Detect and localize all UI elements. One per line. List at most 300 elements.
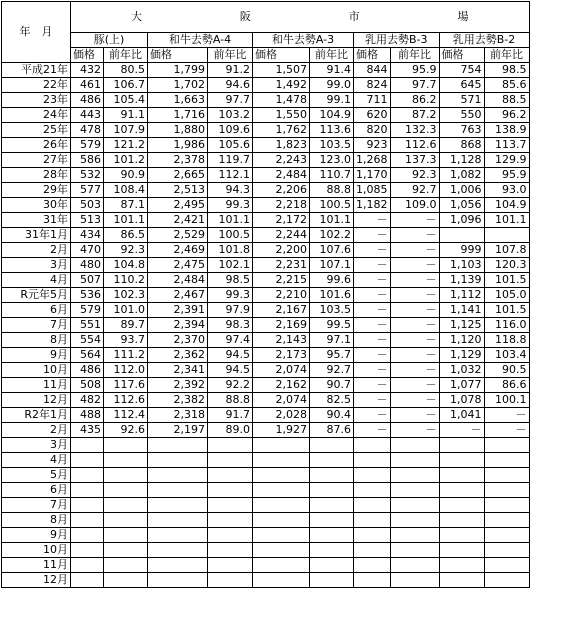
row-label: 2月 <box>2 423 71 438</box>
price-cell: － <box>354 273 391 288</box>
price-cell <box>71 543 104 558</box>
yoy-cell <box>310 483 354 498</box>
price-cell: 1,096 <box>439 213 484 228</box>
price-cell <box>354 468 391 483</box>
price-cell <box>439 483 484 498</box>
price-cell <box>71 558 104 573</box>
price-cell <box>354 438 391 453</box>
yoy-cell: 104.9 <box>484 198 529 213</box>
yoy-cell <box>484 543 529 558</box>
yoy-cell: 112.4 <box>104 408 148 423</box>
price-cell <box>148 468 208 483</box>
yoy-cell: 87.6 <box>310 423 354 438</box>
yoy-cell <box>310 558 354 573</box>
yoy-cell: 86.5 <box>104 228 148 243</box>
yoy-cell <box>390 498 439 513</box>
price-cell: 1,041 <box>439 408 484 423</box>
table-row <box>2 438 530 453</box>
row-label: 31年 <box>2 213 71 228</box>
table-row <box>2 243 530 258</box>
category-header: 和牛去勢A-4 <box>148 33 253 48</box>
price-cell: － <box>354 318 391 333</box>
table-row <box>2 348 530 363</box>
price-cell: 2,495 <box>148 198 208 213</box>
price-cell: 1,550 <box>253 108 310 123</box>
price-cell <box>71 453 104 468</box>
yoy-cell: － <box>390 378 439 393</box>
price-cell: 482 <box>71 393 104 408</box>
yoy-cell <box>484 558 529 573</box>
price-cell: 999 <box>439 243 484 258</box>
yoy-cell: － <box>390 408 439 423</box>
row-label: 平成21年 <box>2 63 71 78</box>
yoy-cell: 86.6 <box>484 378 529 393</box>
yoy-cell: － <box>390 333 439 348</box>
yoy-cell: 88.8 <box>208 393 253 408</box>
row-label: 29年 <box>2 183 71 198</box>
yoy-cell: 109.6 <box>208 123 253 138</box>
price-cell: 1,006 <box>439 183 484 198</box>
row-label: 11月 <box>2 378 71 393</box>
price-cell: 1,716 <box>148 108 208 123</box>
price-cell <box>148 528 208 543</box>
year-month-header: 年 月 <box>2 2 71 63</box>
yoy-cell <box>310 438 354 453</box>
yoy-cell: 101.1 <box>104 213 148 228</box>
price-cell <box>354 483 391 498</box>
yoy-cell: 132.3 <box>390 123 439 138</box>
yoy-cell <box>310 528 354 543</box>
price-cell <box>253 498 310 513</box>
price-cell: 1,799 <box>148 63 208 78</box>
yoy-cell: 99.5 <box>310 318 354 333</box>
yoy-cell: 101.0 <box>104 303 148 318</box>
price-cell <box>439 453 484 468</box>
price-cell <box>148 453 208 468</box>
price-cell: － <box>354 303 391 318</box>
yoy-cell: 98.3 <box>208 318 253 333</box>
price-cell: 507 <box>71 273 104 288</box>
price-cell: 1,702 <box>148 78 208 93</box>
table-row <box>2 528 530 543</box>
yoy-cell: 97.4 <box>208 333 253 348</box>
yoy-header: 前年比 <box>310 48 354 63</box>
category-header: 豚(上) <box>71 33 148 48</box>
price-cell: 1,182 <box>354 198 391 213</box>
price-cell: 645 <box>439 78 484 93</box>
price-cell: 2,467 <box>148 288 208 303</box>
price-cell: 480 <box>71 258 104 273</box>
category-header: 乳用去勢B-2 <box>439 33 529 48</box>
yoy-cell: 101.5 <box>484 303 529 318</box>
table-row <box>2 213 530 228</box>
yoy-cell: 101.1 <box>208 213 253 228</box>
price-cell: 550 <box>439 108 484 123</box>
table-row <box>2 198 530 213</box>
table-row <box>2 468 530 483</box>
price-cell <box>439 528 484 543</box>
price-cell: 1,112 <box>439 288 484 303</box>
price-cell <box>253 438 310 453</box>
row-label: 8月 <box>2 333 71 348</box>
price-cell: 2,469 <box>148 243 208 258</box>
row-label: 9月 <box>2 348 71 363</box>
price-cell: 2,162 <box>253 378 310 393</box>
yoy-cell: 107.6 <box>310 243 354 258</box>
price-cell: 1,129 <box>439 348 484 363</box>
price-cell: 1,478 <box>253 93 310 108</box>
yoy-cell: 92.3 <box>390 168 439 183</box>
row-label: 12月 <box>2 393 71 408</box>
price-cell <box>439 228 484 243</box>
yoy-cell: 100.1 <box>484 393 529 408</box>
price-cell: 1,823 <box>253 138 310 153</box>
table-row <box>2 123 530 138</box>
price-cell <box>148 498 208 513</box>
price-cell: 470 <box>71 243 104 258</box>
yoy-cell: 109.0 <box>390 198 439 213</box>
row-label: 7月 <box>2 318 71 333</box>
yoy-cell <box>484 483 529 498</box>
price-cell <box>354 513 391 528</box>
price-cell: 2,210 <box>253 288 310 303</box>
price-cell <box>71 513 104 528</box>
price-cell: 754 <box>439 63 484 78</box>
price-cell: 1,056 <box>439 198 484 213</box>
price-cell <box>148 558 208 573</box>
price-cell <box>253 513 310 528</box>
yoy-cell <box>484 453 529 468</box>
yoy-cell: 123.0 <box>310 153 354 168</box>
yoy-cell <box>104 438 148 453</box>
price-cell: 2,074 <box>253 393 310 408</box>
row-label: 23年 <box>2 93 71 108</box>
table-row <box>2 168 530 183</box>
yoy-cell: 87.1 <box>104 198 148 213</box>
price-cell <box>439 438 484 453</box>
price-cell: 2,218 <box>253 198 310 213</box>
yoy-cell: 105.6 <box>208 138 253 153</box>
yoy-cell: 112.6 <box>390 138 439 153</box>
yoy-cell <box>104 573 148 588</box>
price-cell <box>439 498 484 513</box>
yoy-cell: － <box>390 243 439 258</box>
yoy-cell: 89.7 <box>104 318 148 333</box>
yoy-cell: 92.7 <box>310 363 354 378</box>
price-cell: 2,173 <box>253 348 310 363</box>
row-label: 25年 <box>2 123 71 138</box>
yoy-cell: 102.1 <box>208 258 253 273</box>
table-row <box>2 153 530 168</box>
price-cell: 579 <box>71 138 104 153</box>
table-row <box>2 288 530 303</box>
yoy-cell: － <box>390 288 439 303</box>
row-label: 9月 <box>2 528 71 543</box>
yoy-cell: 117.6 <box>104 378 148 393</box>
table-row <box>2 498 530 513</box>
yoy-cell: 97.7 <box>390 78 439 93</box>
yoy-cell: 86.2 <box>390 93 439 108</box>
price-cell: 620 <box>354 108 391 123</box>
price-cell: 1,507 <box>253 63 310 78</box>
price-cell: － <box>354 333 391 348</box>
table-row <box>2 423 530 438</box>
price-cell: 443 <box>71 108 104 123</box>
yoy-cell <box>104 453 148 468</box>
yoy-cell: 102.2 <box>310 228 354 243</box>
price-cell: 1,078 <box>439 393 484 408</box>
yoy-cell <box>104 483 148 498</box>
market-char: 大 <box>131 10 142 23</box>
price-cell: 571 <box>439 93 484 108</box>
yoy-cell <box>310 453 354 468</box>
row-label: 6月 <box>2 483 71 498</box>
yoy-cell: 110.2 <box>104 273 148 288</box>
yoy-cell <box>390 453 439 468</box>
price-header: 価格 <box>71 48 104 63</box>
yoy-cell <box>484 228 529 243</box>
yoy-cell: － <box>390 318 439 333</box>
table-row <box>2 378 530 393</box>
yoy-cell <box>208 498 253 513</box>
yoy-cell: 92.2 <box>208 378 253 393</box>
price-cell: 2,421 <box>148 213 208 228</box>
row-label: 5月 <box>2 468 71 483</box>
yoy-cell: 94.5 <box>208 348 253 363</box>
yoy-cell: 94.3 <box>208 183 253 198</box>
yoy-cell <box>208 543 253 558</box>
table-row <box>2 453 530 468</box>
price-cell: 2,197 <box>148 423 208 438</box>
row-label: 3月 <box>2 438 71 453</box>
price-cell: 434 <box>71 228 104 243</box>
market-char: 場 <box>457 10 469 23</box>
price-cell: 2,169 <box>253 318 310 333</box>
yoy-cell: 94.5 <box>208 363 253 378</box>
price-cell: 1,986 <box>148 138 208 153</box>
price-cell: 2,341 <box>148 363 208 378</box>
yoy-cell: 99.6 <box>310 273 354 288</box>
price-cell: 536 <box>71 288 104 303</box>
yoy-cell: 105.0 <box>484 288 529 303</box>
price-cell: 2,243 <box>253 153 310 168</box>
price-cell: － <box>439 423 484 438</box>
yoy-cell: 99.3 <box>208 288 253 303</box>
yoy-cell: 107.1 <box>310 258 354 273</box>
yoy-cell: 87.2 <box>390 108 439 123</box>
yoy-cell: 106.7 <box>104 78 148 93</box>
yoy-cell <box>484 438 529 453</box>
row-label: 4月 <box>2 273 71 288</box>
price-cell <box>354 543 391 558</box>
price-cell: 432 <box>71 63 104 78</box>
price-cell <box>148 573 208 588</box>
price-cell <box>354 558 391 573</box>
row-label: 31年1月 <box>2 228 71 243</box>
price-cell <box>439 573 484 588</box>
price-cell: 503 <box>71 198 104 213</box>
yoy-cell: 137.3 <box>390 153 439 168</box>
yoy-cell: 107.9 <box>104 123 148 138</box>
yoy-cell: 94.6 <box>208 78 253 93</box>
price-cell: 2,028 <box>253 408 310 423</box>
price-cell <box>148 513 208 528</box>
yoy-cell: 103.5 <box>310 303 354 318</box>
price-cell: 2,244 <box>253 228 310 243</box>
price-cell <box>148 543 208 558</box>
yoy-cell <box>310 513 354 528</box>
row-label: 8月 <box>2 513 71 528</box>
yoy-cell: 91.4 <box>310 63 354 78</box>
price-cell: 1,085 <box>354 183 391 198</box>
yoy-header: 前年比 <box>104 48 148 63</box>
price-cell: 868 <box>439 138 484 153</box>
price-cell: 1,125 <box>439 318 484 333</box>
yoy-cell: 129.9 <box>484 153 529 168</box>
price-cell: 1,170 <box>354 168 391 183</box>
price-cell: 461 <box>71 78 104 93</box>
row-label: 4月 <box>2 453 71 468</box>
yoy-cell <box>484 528 529 543</box>
yoy-cell: 95.9 <box>484 168 529 183</box>
yoy-cell: 111.2 <box>104 348 148 363</box>
yoy-cell: 92.7 <box>390 183 439 198</box>
price-cell: 2,074 <box>253 363 310 378</box>
price-cell: 554 <box>71 333 104 348</box>
price-cell: 2,475 <box>148 258 208 273</box>
yoy-cell: 90.4 <box>310 408 354 423</box>
price-cell: 820 <box>354 123 391 138</box>
price-cell: 513 <box>71 213 104 228</box>
price-cell: 478 <box>71 123 104 138</box>
price-cell <box>71 468 104 483</box>
market-char: 市 <box>348 10 360 23</box>
yoy-cell: 97.1 <box>310 333 354 348</box>
yoy-cell: － <box>390 273 439 288</box>
yoy-cell <box>310 543 354 558</box>
yoy-cell: － <box>390 258 439 273</box>
yoy-cell: 90.5 <box>484 363 529 378</box>
price-cell: 551 <box>71 318 104 333</box>
price-cell <box>439 543 484 558</box>
yoy-cell <box>208 513 253 528</box>
yoy-cell: 112.6 <box>104 393 148 408</box>
table-row <box>2 93 530 108</box>
yoy-cell <box>484 573 529 588</box>
yoy-cell: 101.6 <box>310 288 354 303</box>
category-header: 和牛去勢A-3 <box>253 33 354 48</box>
yoy-cell: 107.8 <box>484 243 529 258</box>
price-header: 価格 <box>439 48 484 63</box>
row-label: 6月 <box>2 303 71 318</box>
yoy-cell: 95.9 <box>390 63 439 78</box>
yoy-cell: 101.1 <box>310 213 354 228</box>
table-row <box>2 183 530 198</box>
table-row <box>2 228 530 243</box>
table-row <box>2 303 530 318</box>
category-header: 乳用去勢B-3 <box>354 33 440 48</box>
yoy-cell: 92.6 <box>104 423 148 438</box>
price-cell: － <box>354 408 391 423</box>
yoy-cell: 103.2 <box>208 108 253 123</box>
table-row <box>2 558 530 573</box>
price-cell <box>71 528 104 543</box>
price-cell: 1,139 <box>439 273 484 288</box>
price-cell: 2,231 <box>253 258 310 273</box>
yoy-cell <box>310 498 354 513</box>
table-row <box>2 333 530 348</box>
row-label: 24年 <box>2 108 71 123</box>
price-cell: 2,392 <box>148 378 208 393</box>
price-cell: 564 <box>71 348 104 363</box>
price-cell <box>439 468 484 483</box>
yoy-cell: 98.5 <box>484 63 529 78</box>
price-cell <box>71 573 104 588</box>
price-cell <box>439 513 484 528</box>
yoy-cell: 116.0 <box>484 318 529 333</box>
price-cell: － <box>354 378 391 393</box>
yoy-cell: － <box>390 228 439 243</box>
yoy-cell <box>484 498 529 513</box>
yoy-cell: 91.1 <box>104 108 148 123</box>
yoy-cell: － <box>484 408 529 423</box>
price-header: 価格 <box>354 48 391 63</box>
yoy-cell: 91.7 <box>208 408 253 423</box>
price-cell: 2,513 <box>148 183 208 198</box>
yoy-cell: 99.1 <box>310 93 354 108</box>
price-cell: － <box>354 258 391 273</box>
yoy-cell: 118.8 <box>484 333 529 348</box>
price-cell: 2,378 <box>148 153 208 168</box>
yoy-cell <box>484 468 529 483</box>
yoy-cell: 98.5 <box>208 273 253 288</box>
table-row <box>2 63 530 78</box>
yoy-cell: － <box>390 303 439 318</box>
price-cell <box>253 528 310 543</box>
price-cell: 844 <box>354 63 391 78</box>
price-cell: 923 <box>354 138 391 153</box>
yoy-cell: 90.9 <box>104 168 148 183</box>
yoy-cell <box>104 513 148 528</box>
price-cell: 1,120 <box>439 333 484 348</box>
yoy-cell <box>208 528 253 543</box>
price-cell: － <box>354 228 391 243</box>
price-cell: － <box>354 243 391 258</box>
yoy-cell <box>208 483 253 498</box>
price-cell: 508 <box>71 378 104 393</box>
yoy-cell <box>104 528 148 543</box>
price-cell: 1,663 <box>148 93 208 108</box>
price-cell: － <box>354 288 391 303</box>
price-cell <box>148 438 208 453</box>
yoy-cell <box>208 453 253 468</box>
price-cell: － <box>354 393 391 408</box>
price-cell: 1,492 <box>253 78 310 93</box>
yoy-header: 前年比 <box>208 48 253 63</box>
price-cell <box>253 558 310 573</box>
yoy-header: 前年比 <box>484 48 529 63</box>
price-cell: － <box>354 423 391 438</box>
yoy-cell: 92.3 <box>104 243 148 258</box>
price-cell <box>354 453 391 468</box>
table-row <box>2 273 530 288</box>
yoy-cell: 82.5 <box>310 393 354 408</box>
price-cell <box>71 483 104 498</box>
row-label: 27年 <box>2 153 71 168</box>
row-label: 7月 <box>2 498 71 513</box>
price-cell: 2,172 <box>253 213 310 228</box>
yoy-cell: － <box>390 213 439 228</box>
